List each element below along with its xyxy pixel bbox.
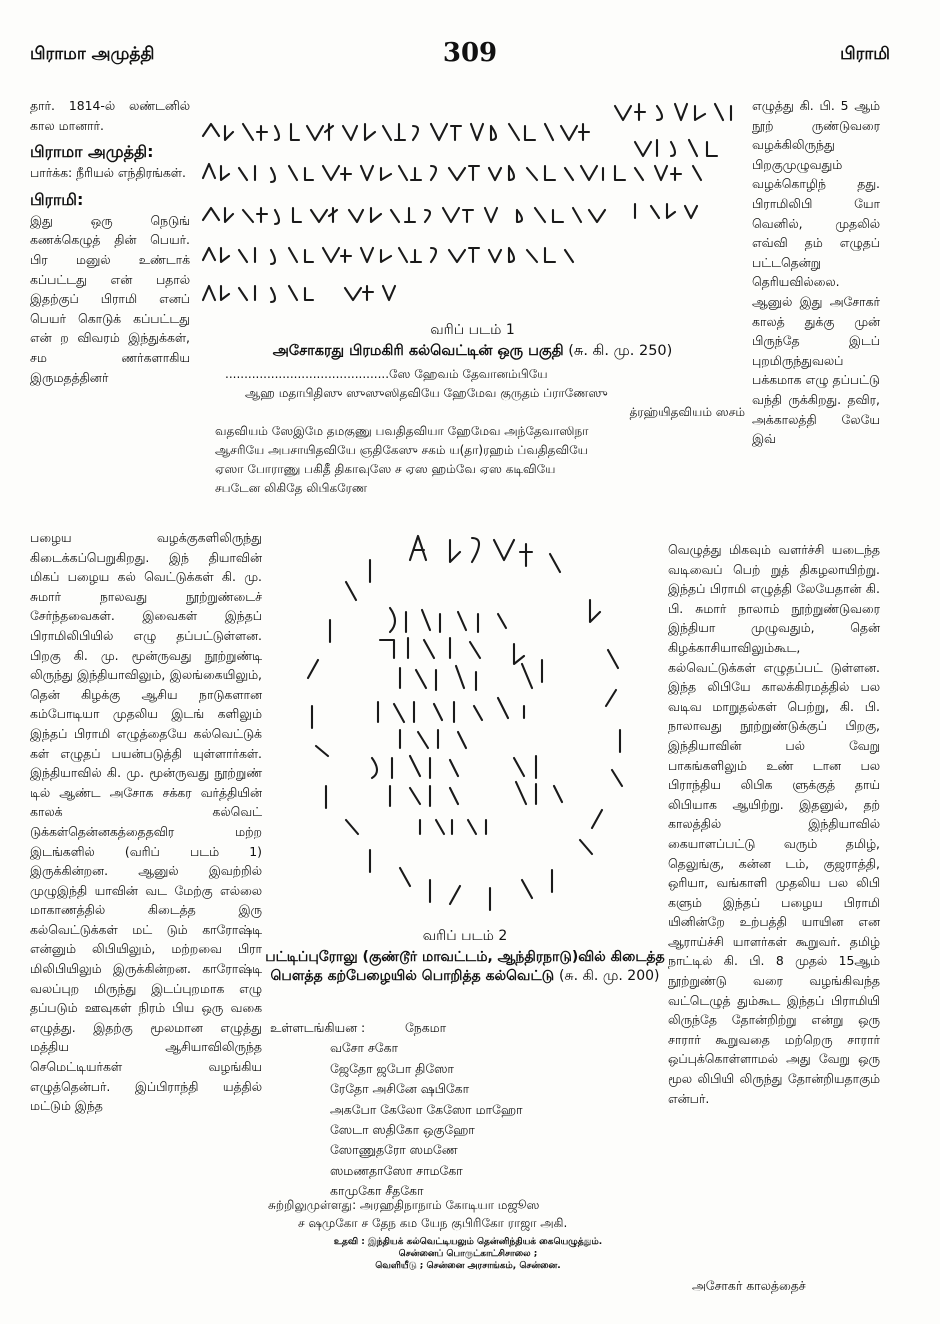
right-column-bottom [668, 540, 880, 1108]
translit-line: த்ரஹ்யிதவியம் ஸசம் [629, 405, 745, 419]
right-column-top [752, 96, 880, 449]
translit-line: ஏஸா போராணு பகிதீ திகாவுஸே ச ஏஸ ஹம்வே ஏஸ கடிவியே [215, 462, 556, 476]
paragraph: எழுத்து கி. பி. 5 ஆம் நூற் ருண்டுவரை வழக்கிலிருந்து பிறகுமுழுவதும் வழக்கொழிந் தது. பிராமிலிபி யோ வெனில், முதலில் எவ்வி தம் எழுதப் பட்டதென்று தெரியவில்லை. ஆனுல் இது அசோகர் காலத் துக்கு முன் பிருந்தே இடப் புறமிருந்துவலப் பக்கமாக எழு தப்பட்டு வந்தி ருக்கிறது. தவிர, அக்காலத்தி லேயே இவ் [752, 98, 880, 447]
credit-line: வெளியீடு ; சென்னை அரசாங்கம், சென்னை. [375, 1261, 561, 1271]
left-column-top [30, 96, 190, 387]
header-left-title: பிராமா அமுத்தி [30, 44, 155, 64]
inscription-line: ஜேதோ ஜபோ திஸோ [330, 1060, 454, 1076]
inscription-line: வசோ சகோ [330, 1040, 398, 1056]
figure-credit [268, 1236, 668, 1272]
figure-1-transliteration [195, 365, 755, 498]
figure-1-title: அசோகரது பிரமகிரி கல்வெட்டின் ஒரு பகுதி [272, 343, 564, 359]
figure-1-date: (சு. கி. மு. 250) [568, 343, 673, 359]
inscription-line: ஸோணுதரோ ஸமணே [330, 1142, 458, 1158]
inscription-line: ஸமணதாஸோ சாமகோ [330, 1162, 463, 1178]
inscription-line: ஸேடா ஸதிகோ ஒகுஹோ [330, 1122, 475, 1138]
figure-1-label: வரிப் படம் 1 [430, 322, 515, 338]
right-column-last-line [668, 1276, 904, 1296]
inscription-header-row [270, 1018, 670, 1038]
figure-2-caption [265, 948, 665, 986]
brahmi-inscription-figure-2 [290, 520, 655, 915]
inscription-line: காமுகோ சீதகோ [330, 1183, 424, 1199]
figure-1-caption [195, 343, 750, 361]
paragraph: பார்க்க: நீரியல் எந்திரங்கள். [30, 165, 186, 181]
inscription-line: ரேதோ அசினே ஷபிகோ [330, 1081, 470, 1097]
translit-line: ...........................................ஸே ஹேவம் தேவானம்பியே [225, 367, 548, 381]
credit-line: உதவி : இந்தியக் கல்வெட்டியலும் தென்னிந்தியக் கையெழுத்தும். [333, 1237, 603, 1247]
inscription-footer [268, 1196, 668, 1232]
figure-2-label: வரிப் படம் 2 [422, 928, 508, 944]
circular-inscription-glyphs [308, 536, 622, 910]
page-number: 309 [442, 38, 498, 68]
translit-line: ஆஹ மதாபிதிஸு ஸுஸுஸிதவியே ஹேமேவ குருதம் ப்ராணேஸு [245, 386, 608, 400]
inscription-line: நேகமா [405, 1020, 447, 1035]
paragraph: தார். 1814-ல் லண்டனில் கால மானார். [30, 98, 190, 133]
inscription-key: உள்ளடங்கியன : [270, 1020, 366, 1035]
figure-2-date: (சு. கி. மு. 200) [558, 968, 660, 984]
left-column-bottom [30, 528, 262, 1116]
entry-heading: பிராமி: [30, 189, 84, 209]
paragraph: வெழுத்து மிகவும் வளர்ச்சி யடைந்த வடிவைப் பெற் றுத் திகழலாயிற்று. இந்தப் பிராமி எழுத்தி லேயேதான் கி. பி. சுமார் நாலாம் நூற்றுண்டுவரை இந்தியா முழுவதும், தென் கிழக்காசியாவிலும்கூட, கல்வெட்டுக்கள் எழுதப்பட் டுள்ளன. இந்த லிபியே காலக்கிரமத்தில் பல வடிவ மாறுதல்கள் பெற்று, கி. பி. நாலாவது நூற்றுண்டுக்குப் பிறகு, இந்தியாவின் பல் வேறு பாகங்களிலும் உண் டான பல பிராந்திய லிபிக ளுக்குத் தாய் லிபியாக ஆயிற்று. இதனுல், தற் காலத்தில் இந்தியாவில் கையாளப்பட்டு வரும் தமிழ், தெலுங்கு, கன்ன டம், குஜராத்தி, ஒரியா, வங்காளி முதலிய பல லிபி களும் இந்தப் பழைய பிராமி யினின்றே உற்பத்தி யாயின என ஆராய்ச்சி யாளர்கள் கூறுவர். தமிழ் நாட்டில் கி. பி. 8 முதல் 15ஆம் நூற்றுண்டு வரை வழங்கிவந்த வட்டெழுத் தும்கூட இந்தப் பிராமியி லிருந்தே தோன்றிற்று என்று ஒரு சாரார் கூறுவதை மற்றெரு சாரார் ஒப்புக்கொள்ளாமல் அது வேறு ஒரு மூல லிபியி லிருந்து தோன்றியதாகும் என்பர். [668, 542, 880, 1106]
figure-2-title: பட்டிப்புரோலு (குண்டூர் மாவட்டம், ஆந்திரநாடு)வில் கிடைத்த பௌத்த கற்பேழையில் பொறித்த கல்வெட்டு [265, 949, 665, 984]
inscription-contents [270, 1018, 670, 1202]
paragraph: அசோகர் காலத்தைச் [692, 1278, 806, 1293]
inscription-line: அகபோ கேலோ கேஸோ மாஹோ [330, 1101, 523, 1117]
translit-line: வதவியம் ஸேஇமே தமகுணு பவதிதவியா ஹேமேவ அந்தேவாஸிநா [215, 424, 589, 438]
footer-line: சுற்றிலுமுள்ளது: அரஹதிநாநாம் கோடியா மஜூஸ [268, 1198, 540, 1212]
entry-heading: பிராமா அமுத்தி: [30, 142, 154, 162]
credit-line: சென்னைப் பொருட்காட்சிசாலை ; [398, 1249, 538, 1259]
brahmi-glyph-rows [203, 104, 731, 302]
header-right-title: பிராமி [840, 44, 890, 64]
footer-line: ச ஷமுகோ ச தேந கம யேந குபிரிகோ ராஜா அகி. [298, 1216, 568, 1230]
translit-line: ஆசரியே அபசாயிதவியே ஞதிகேஸு சகம் ய(தா)ரஹம் ப்வதிதவியே [215, 443, 588, 457]
translit-line: சபடேன லிகிதே லிபிகரேண [215, 481, 368, 495]
paragraph: பழைய வழக்குகளிலிருந்து கிடைக்கப்பெறுகிறது. இந் தியாவின் மிகப் பழைய கல் வெட்டுக்கள் கி. மு. சுமார் நாலவது நூற்றுண்டைச் சேர்ந்தவைகள். இவைகள் இந்தப் பிராமிலிபியில் எழு தப்பட்டுள்ளன. பிறகு கி. மு. மூன்ருவது நூற்றுண்டி லிருந்து இந்தியாவிலும், இலங்கையிலும், தென் கிழக்கு ஆசிய நாடுகளான கம்போடியா முதலிய இடங் களிலும் இந்தப் பிராமி எழுத்தையே கல்வெட்டுக் கள் எழுதப் பயன்படுத்தி யுள்ளார்கள். இந்தியாவில் கி. மு. மூன்ருவது நூற்றுண் டில் ஆண்ட அசோக சக்கர வர்த்தியின் காலக் கல்வெட் டுக்கள்தென்னகத்தைதவிர மற்ற இடங்களில் (வரிப் படம் 1) இருக்கின்றன. ஆனுல் இவற்றில் முழுஇந்தி யாவின் வட மேற்கு எல்லை மாகாணத்தில் கிடைத்த இரு கல்வெட்டுக்கள் மட் டும் காரோஷ்டி என்னும் லிபியிலும், மற்றவை பிரா மிலிபியிலும் இருக்கின்றன. காரோஷ்டி வலப்புற மிருந்து இடப்புறமாக எழு தப்படும் ஊவுகள் நிரம் பிய ஒரு வகை எழுத்து. இதற்கு மூலமான எழுத்து மத்திய ஆசியாவிலிருந்த செமெட்டியர்கள் வழங்கிய எழுத்தென்பர். இப்பிராந்தி யத்தில் மட்டும் இந்த [30, 530, 262, 1114]
brahmi-inscription-figure-1 [195, 96, 750, 316]
paragraph: இது ஒரு நெடுங் கணக்கெழுத் தின் பெயர். பிர மனுல் உண்டாக் கப்பட்டது என் பதால் இதற்குப் பிராமி எனப் பெயர் கொடுக் கப்பட்டது என் ற விவரம் இந்துக்கள், சம ணர்களாகிய இருமதத்தினர் [30, 212, 190, 385]
